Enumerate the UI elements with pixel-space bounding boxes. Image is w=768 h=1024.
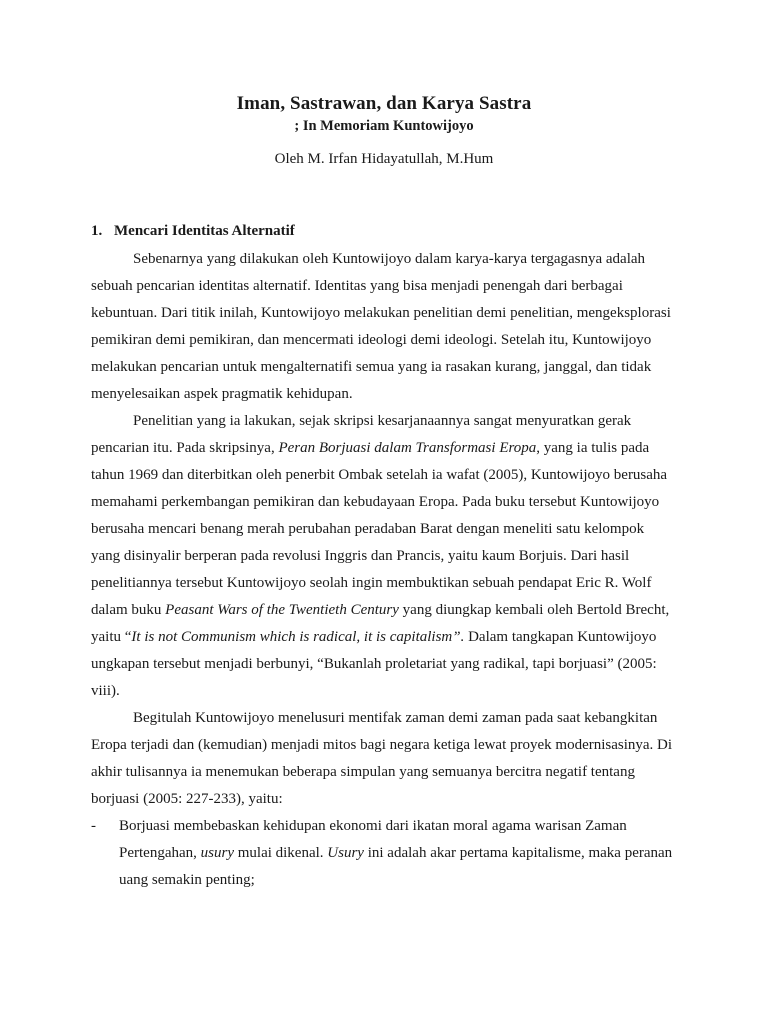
text-run: ini adalah akar pertama kapitalisme, maka peranan <box>363 845 673 861</box>
book-title-italic: Peasant Wars of the Twentieth Century <box>165 602 399 618</box>
section-title: Mencari Identitas Alternatif <box>114 223 295 239</box>
paragraph-line: melakukan pencarian untuk mengalternatifi semua yang ia rasakan kurang, janggal, dan tidak <box>91 359 652 375</box>
text-run: yaitu “ <box>91 629 132 645</box>
paragraph-3 <box>91 705 681 813</box>
list-item-continuation: uang semakin penting; <box>119 872 255 888</box>
paragraph-line: memahami perkembangan pemikiran dan kebudayaan Eropa. Pada buku tersebut Kuntowijoyo <box>91 494 660 510</box>
paragraph-line: Eropa terjadi dan (kemudian) menjadi mitos bagi negara ketiga lewat proyek modernisasinya. Di <box>91 737 673 753</box>
section-heading <box>91 223 295 240</box>
paragraph-line <box>91 597 681 624</box>
text-run: , yang ia tulis pada <box>536 440 650 456</box>
text-run: mulai dikenal. <box>233 845 328 861</box>
paragraph-line: sebuah pencarian identitas alternatif. Identitas yang bisa menjadi penengah dari berbagai <box>91 278 623 294</box>
paragraph-line: Sebenarnya yang dilakukan oleh Kuntowijoyo dalam karya-karya tergagasnya adalah <box>133 251 646 267</box>
paragraph-line: kebuntuan. Dari titik inilah, Kuntowijoyo melakukan penelitian demi penelitian, mengeksplorasi <box>91 305 671 321</box>
text-run: dalam buku <box>91 602 166 618</box>
text-run: Pertengahan, <box>119 845 201 861</box>
paragraph-line: borjuasi (2005: 227-233), yaitu: <box>91 791 283 807</box>
paragraph-1 <box>91 246 681 408</box>
paragraph-line: viii). <box>91 683 120 699</box>
paragraph-line: berusaha mencari benang merah perubahan peradaban Barat dengan meneliti satu kelompok <box>91 521 645 537</box>
paragraph-line: menyelesaikan aspek pragmatik kehidupan. <box>91 386 353 402</box>
term-italic: usury <box>200 845 234 861</box>
section-number: 1. <box>91 223 103 239</box>
text-run: pencarian itu. Pada skripsinya, <box>91 440 279 456</box>
list-item-continuation <box>91 840 681 867</box>
paragraph-2 <box>91 408 681 705</box>
bullet-list <box>91 813 681 894</box>
author-line: Oleh M. Irfan Hidayatullah, M.Hum <box>274 151 494 167</box>
paragraph-line: tahun 1969 dan diterbitkan oleh penerbit Ombak setelah ia wafat (2005), Kuntowijoyo berusaha <box>91 467 668 483</box>
paragraph-line <box>91 624 681 651</box>
bullet-dash: - <box>91 818 96 834</box>
paragraph-line: pemikiran demi pemikiran, dan mencermati ideologi demi ideologi. Setelah itu, Kuntowijoyo <box>91 332 652 348</box>
paragraph-line: Penelitian yang ia lakukan, sejak skripsi kesarjanaannya sangat menyuratkan gerak <box>133 413 632 429</box>
list-item <box>91 813 681 840</box>
paragraph-line: akhir tulisannya ia menemukan beberapa simpulan yang semuanya bercitra negatif tentang <box>91 764 635 780</box>
paragraph-line <box>91 435 681 462</box>
paragraph-line: yang disinyalir berperan pada revolusi Inggris dan Prancis, yaitu kaum Borjuis. Dari hasil <box>91 548 630 564</box>
text-run: Borjuasi membebaskan kehidupan ekonomi dari ikatan moral agama warisan Zaman <box>119 818 627 834</box>
term-italic: Usury <box>327 845 364 861</box>
paragraph-line: penelitiannya tersebut Kuntowijoyo seolah ingin membuktikan sebuah pendapat Eric R. Wolf <box>91 575 652 591</box>
paragraph-line: ungkapan tersebut menjadi berbunyi, “Bukanlah proletariat yang radikal, tapi borjuasi” (2005: <box>91 656 657 672</box>
paragraph-line: Begitulah Kuntowijoyo menelusuri mentifak zaman demi zaman pada saat kebangkitan <box>133 710 658 726</box>
text-run: Dalam tangkapan Kuntowijoyo <box>464 629 657 645</box>
quote-italic: It is not Communism which is radical, it is capitalism”. <box>131 629 465 645</box>
document-subtitle: ; In Memoriam Kuntowijoyo <box>294 118 474 134</box>
text-run: yang diungkap kembali oleh Bertold Brecht, <box>398 602 670 618</box>
book-title-italic: Peran Borjuasi dalam Transformasi Eropa <box>278 440 537 456</box>
document-title: Iman, Sastrawan, dan Karya Sastra <box>236 93 532 114</box>
